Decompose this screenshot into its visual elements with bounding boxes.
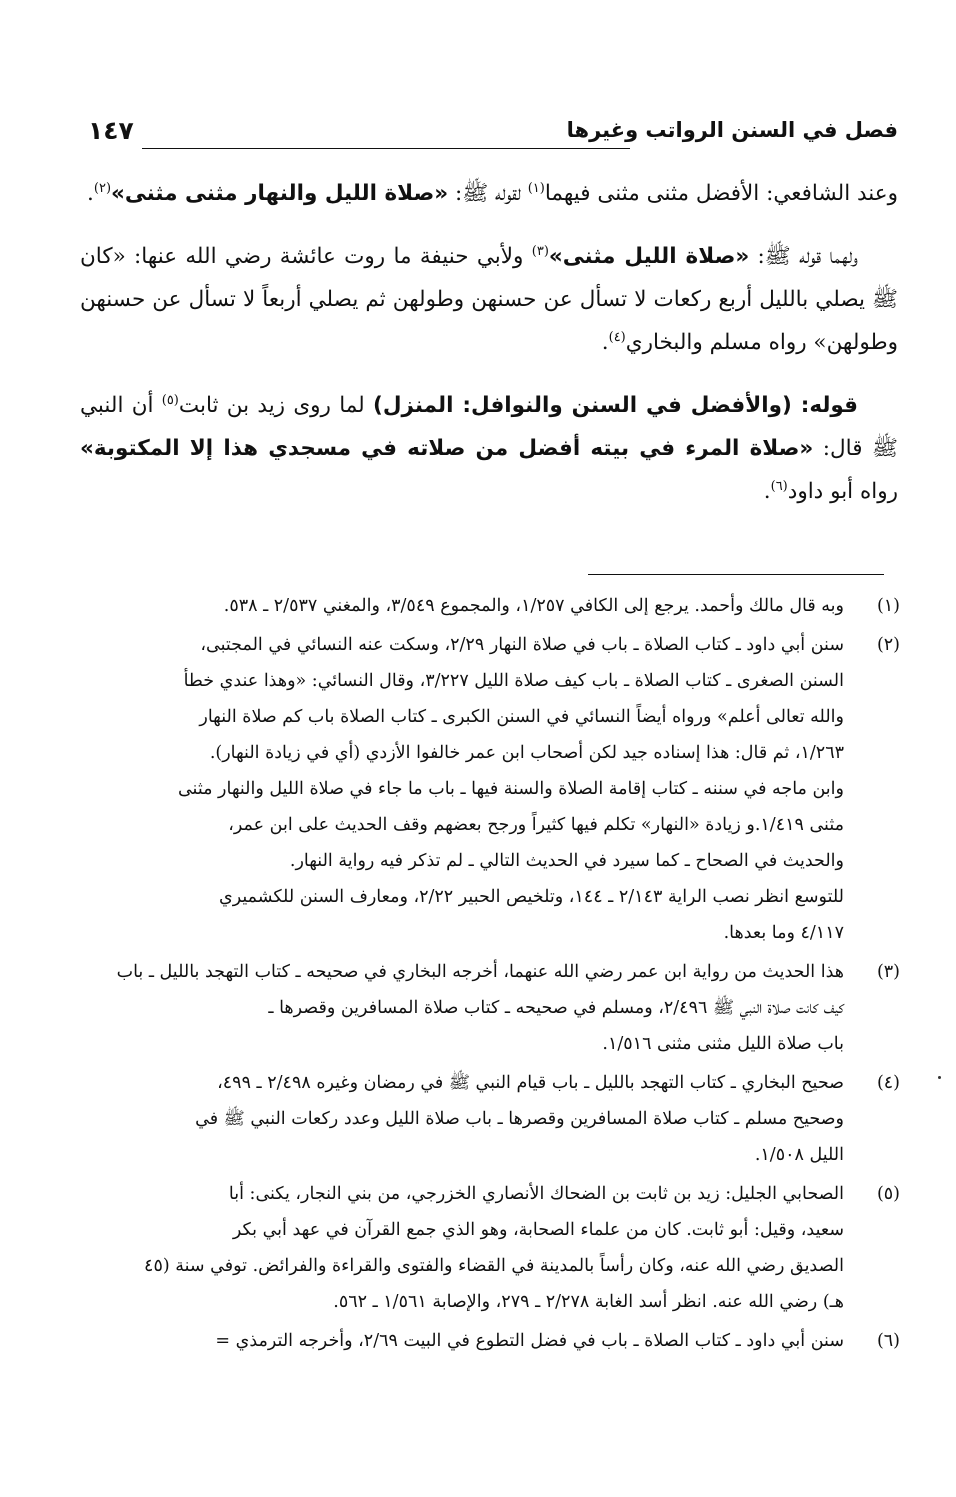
footnote-text (80, 1065, 844, 1173)
hadith-quote: «صلاة الليل مثنى» (548, 244, 750, 269)
footnotes (80, 588, 900, 1362)
header-rule (142, 148, 630, 149)
footnote-line: السنن الصغرى ـ كتاب الصلاة ـ باب كيف صلاة الليل ٣/٢٢٧، وقال النسائي: «وهذا عندي خطأ (183, 671, 844, 691)
footnote-ref: (٣) (531, 243, 549, 259)
footnote-text (80, 954, 844, 1062)
footnote-line: سنن أبي داود ـ كتاب الصلاة ـ باب في فضل التطوع في البيت ٢/٦٩، وأخرجه الترمذي = (215, 1331, 844, 1351)
footnote-line: هـ) رضي الله عنه. انظر أسد الغابة ٢/٢٧٨ ـ ٢٧٩، والإصابة ١/٥٦١ ـ ٥٦٢. (333, 1292, 844, 1312)
footnote-line: والحديث في الصحاح ـ كما سيرد في الحديث التالي ـ لم تذكر فيه رواية النهار. (289, 851, 844, 871)
hadith-quote: «صلاة المرء في بيته أفضل من صلاته في مسجدي هذا إلا المكتوبة» (80, 436, 814, 461)
footnote-number: (١) (876, 596, 900, 616)
footnote-text (80, 588, 844, 624)
footnote-text (80, 1176, 844, 1320)
footnote-number: (٦) (876, 1331, 900, 1351)
footnote-number: (٢) (876, 635, 900, 655)
footnote-line: هذا الحديث من رواية ابن عمر رضي الله عنهما، أخرجه البخاري في صحيحه ـ كتاب التهجد بالليل ـ باب (116, 962, 844, 982)
footnote-line: ٤/١١٧ وما بعدها. (723, 923, 844, 943)
footnote-number: (٥) (876, 1184, 900, 1204)
footnote-line: وابن ماجه في سننه ـ كتاب إقامة الصلاة والسنة فيها ـ باب ما جاء في صلاة الليل والنهار مثنى (177, 779, 844, 799)
footnote-line: مثنى ١/٤١٩.و زيادة «النهار» تكلم فيها كثيراً ورجح بعضهم وقف الحديث على ابن عمر، (228, 815, 844, 835)
paragraph-1: وعند الشافعي: الأفضل مثنى مثنى فيهما$^{(١)}$ لقوله ﷺ: «صلاة الليل والنهار مثنى مثنى»$^{(٢)}$. (87, 180, 898, 206)
footnote-line: سنن أبي داود ـ كتاب الصلاة ـ باب في صلاة النهار ٢/٢٩، وسكت عنه النسائي في المجتبى، (200, 635, 844, 655)
footnote-line: سعيد، وقيل: أبو ثابت. كان من علماء الصحابة، وهو الذي جمع القرآن في عهد أبي بكر (232, 1220, 844, 1240)
running-header (88, 116, 898, 156)
footnote-number: (٣) (876, 962, 900, 982)
matn-lead: قوله: (والأفضل في السنن والنوافل: المنزل) (373, 393, 858, 418)
footnote-ref: (٤) (608, 329, 626, 345)
footnote-line: ١/٢٦٣، ثم قال: هذا إسناده جيد لكن أصحاب ابن عمر خالفوا الأزدي (أي في زيادة النهار). (209, 743, 844, 763)
hadith-quote: «صلاة الليل والنهار مثنى مثنى» (111, 181, 449, 206)
footnote-line: وصحيح مسلم ـ كتاب صلاة المسافرين وقصرها ـ باب صلاة الليل وعدد ركعات النبي ﷺ في (195, 1109, 844, 1129)
footnote (80, 1176, 900, 1320)
main-text (80, 172, 898, 533)
footnote-text (80, 627, 844, 951)
scan-speck (938, 1076, 941, 1079)
chapter-title: فصل في السنن الرواتب وغيرها (566, 118, 898, 142)
paragraph-2: ولهما قوله ﷺ: «صلاة الليل مثنى»$^{(٣)}$ ولأبي حنيفة ما روت عائشة رضي الله عنها: «كان ﷺ يصلي بالليل أربع ركعات لا تسأل عن حسنهن وطولهن ثم يصلي أربعاً لا تسأل عن حسنهن وطولهن» رواه مسلم والبخاري$^{(٤)}$. (80, 243, 898, 355)
footnote-ref: (١) (527, 180, 545, 196)
footnote-ref: (٥) (161, 392, 179, 408)
footnote (80, 1323, 900, 1359)
footnote (80, 954, 900, 1062)
footnote-line: باب صلاة الليل مثنى مثنى ١/٥١٦. (602, 1034, 844, 1054)
footnote-line: الصحابي الجليل: زيد بن ثابت بن الضحاك الأنصاري الخزرجي، من بني النجار، يكنى: أبا (228, 1184, 844, 1204)
footnote-text (80, 1323, 844, 1359)
footnote-line: والله تعالى أعلم» ورواه أيضاً النسائي في السنن الكبرى ـ كتاب الصلاة باب كم صلاة النهار (199, 707, 844, 727)
footnote-line: كيف كانت صلاة النبي ﷺ ٢/٤٩٦، ومسلم في صحيحه ـ كتاب صلاة المسافرين وقصرها ـ (268, 998, 844, 1018)
footnote-ref: (٦) (770, 478, 788, 494)
footnote (80, 588, 900, 624)
paragraph-3: قوله: (والأفضل في السنن والنوافل: المنزل) لما روى زيد بن ثابت$^{(٥)}$ أن النبي ﷺ قال: «صلاة المرء في بيته أفضل من صلاته في مسجدي هذا إلا المكتوبة» رواه أبو داود$^{(٦)}$. (80, 392, 898, 504)
footnote-line: الصديق رضي الله عنه، وكان رأساً بالمدينة في القضاء والفتوى والقراءة والفرائض. توفي سنة (٤٥ (144, 1256, 844, 1276)
footnote-line: للتوسع انظر نصب الراية ٢/١٤٣ ـ ١٤٤، وتلخيص الحبير ٢/٢٢، ومعارف السنن للكشميري (219, 887, 844, 907)
footnote-line: صحيح البخاري ـ كتاب التهجد بالليل ـ باب قيام النبي ﷺ في رمضان وغيره ٢/٤٩٨ ـ ٤٩٩، (217, 1073, 844, 1093)
footnote-ref: (٢) (93, 180, 112, 196)
footnote (80, 1065, 900, 1173)
footnote-number: (٤) (876, 1073, 900, 1093)
page-number: ١٤٧ (88, 116, 134, 145)
footnote-line: وبه قال مالك وأحمد. يرجع إلى الكافي ١/٢٥٧، والمجموع ٣/٥٤٩، والمغني ٢/٥٣٧ ـ ٥٣٨. (223, 596, 844, 616)
footnote-separator (588, 574, 884, 575)
footnote-line: الليل ١/٥٠٨. (754, 1145, 844, 1165)
footnote (80, 627, 900, 951)
